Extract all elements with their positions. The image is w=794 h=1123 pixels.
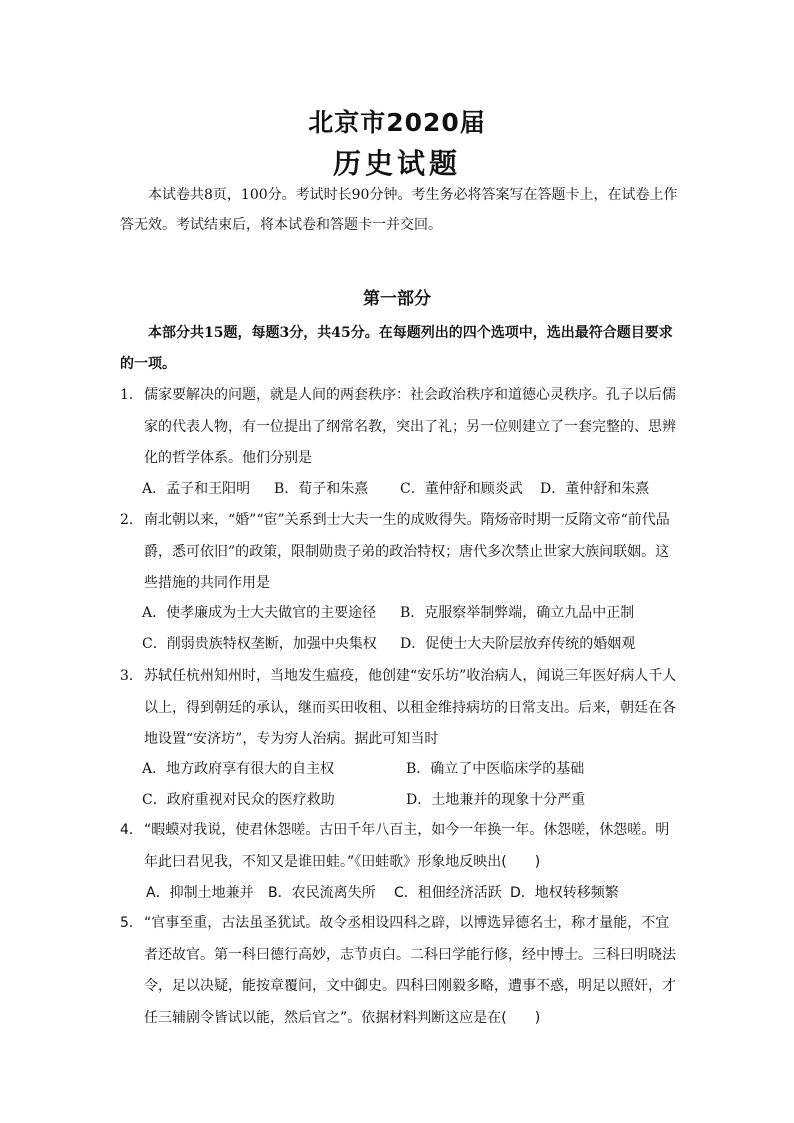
option-c[interactable]: C．租佃经济活跃 xyxy=(394,885,502,901)
option-a[interactable]: A．孟子和王阳明 xyxy=(142,481,251,497)
option-d[interactable]: D．土地兼并的现象十分严重 xyxy=(406,792,586,808)
option-b[interactable]: B．确立了中医临床学的基础 xyxy=(406,761,585,777)
section-title: 第一部分 xyxy=(363,289,431,309)
question-stem: 苏轼任杭州知州时，当地发生瘟疫，他创建“安乐坊”收治病人，闻说三年医好病人千人以上，得到朝廷的承认，继而买田收租、以租金维持病坊的日常支出。后来，朝廷在各地设置“安济坊”，专为穷人治病。据此可知当时 xyxy=(144,668,677,747)
option-d[interactable]: D．董仲舒和朱熹 xyxy=(540,481,650,497)
question-stem: “官事至重，古法虽圣犹试。故令丞相设四科之辟，以博选异德名士，称才量能，不宜者还故官。第一科曰德行高妙，志节贞白。二科曰学能行修，经中博士。三科曰明晓法令，足以决疑，能按章覆问，文中御史。四科曰刚毅多略，遭事不惑，明足以照奸，才任三辅剧令皆试以能，然后官之”。依据材料判断这应是在( ) xyxy=(144,915,676,1026)
option-d[interactable]: D．促使士大夫阶层放弃传统的婚姻观 xyxy=(400,636,636,652)
question-number: 5． xyxy=(120,915,143,931)
exam-title: 北京市2020届 xyxy=(308,108,486,137)
option-c[interactable]: C．政府重视对民众的医疗救助 xyxy=(142,792,335,808)
question-stem: “暇蟆对我说，使君休怨嗟。古田千年八百主，如今一年换一年。休怨嗟，休怨嗟。明年此曰君见我，不知又是谁田蛙。”《田蛙歌》形象地反映出( ) xyxy=(144,822,670,870)
option-b[interactable]: B．农民流离失所 xyxy=(268,885,376,901)
question-number: 4． xyxy=(120,822,143,838)
option-b[interactable]: B．克服察举制弊端，确立九品中正制 xyxy=(400,605,635,621)
option-b[interactable]: B．荀子和朱熹 xyxy=(274,481,369,497)
question-3-options xyxy=(142,754,682,816)
option-a[interactable]: A．地方政府享有很大的自主权 xyxy=(142,761,335,777)
option-a[interactable]: A．抑制土地兼并 xyxy=(146,885,254,901)
question-4-options xyxy=(146,878,686,909)
question-stem: 儒家要解决的问题，就是人间的两套秩序：社会政治秩序和道德心灵秩序。孔子以后儒家的代表人物，有一位提出了纲常名教，突出了礼；另一位则建立了一套完整的、思辨化的哲学体系。他们分别是 xyxy=(144,387,676,466)
exam-subject: 历史试题 xyxy=(332,147,461,180)
question-1-options xyxy=(142,474,682,505)
section-instruction: 本部分共15题，每题3分，共45分。在每题列出的四个选项中，选出最符合题目要求的一项。 xyxy=(120,325,673,372)
question-2-options xyxy=(142,598,682,660)
question-number: 3． xyxy=(120,668,143,684)
option-a[interactable]: A．使孝廉成为士大夫做官的主要途径 xyxy=(142,605,377,621)
option-d[interactable]: D．地权转移频繁 xyxy=(510,885,619,901)
question-5 xyxy=(120,908,680,1034)
question-1 xyxy=(120,380,680,475)
exam-instructions: 本试卷共8页，100分。考试时长90分钟。考生务必将答案写在答题卡上，在试卷上作答无效。考试结束后，将本试卷和答题卡一并交回。 xyxy=(120,187,678,233)
option-c[interactable]: C．董仲舒和顾炎武 xyxy=(400,481,523,497)
question-stem: 南北朝以来，“婚”“宦”关系到士大夫一生的成败得失。隋炀帝时期一反隋文帝“前代品爵，悉可依旧”的政策，限制勋贵子弟的政治特权；唐代多次禁止世家大族间联姻。这些措施的共同作用是 xyxy=(144,512,670,591)
question-number: 2． xyxy=(120,512,143,528)
question-2 xyxy=(120,505,680,600)
option-c[interactable]: C．削弱贵族特权垄断，加强中央集权 xyxy=(142,636,377,652)
question-4 xyxy=(120,815,680,878)
question-3 xyxy=(120,661,680,756)
question-number: 1． xyxy=(120,387,143,403)
